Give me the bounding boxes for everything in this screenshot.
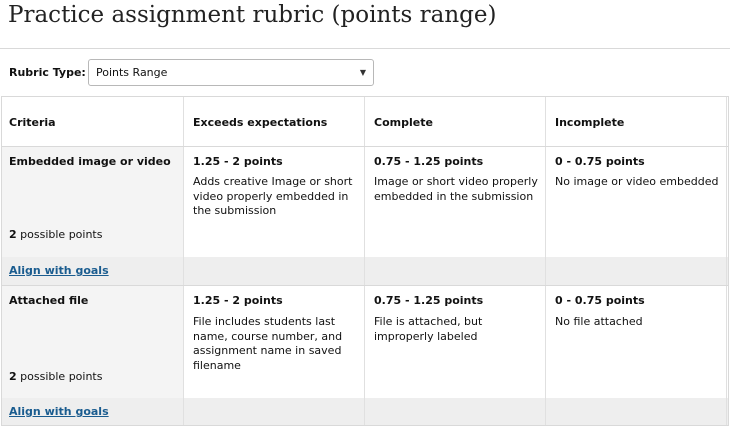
level-description: File includes students last name, course number, and assignment name in saved filename (193, 315, 343, 372)
column-header-incomplete: Incomplete (555, 116, 625, 129)
chevron-down-icon: ▼ (359, 68, 366, 77)
level-description: No file attached (555, 315, 643, 328)
level-points: 0 - 0.75 points (555, 155, 645, 168)
header-divider (2, 146, 728, 147)
possible-points-label: possible points (20, 228, 103, 241)
align-with-goals-link[interactable]: Align with goals (9, 264, 109, 277)
title-divider (0, 48, 730, 49)
level-description: File is attached, but improperly labeled (374, 315, 483, 343)
possible-points-value: 2 (9, 370, 17, 383)
row-divider (2, 285, 728, 286)
page-title: Practice assignment rubric (points range) (8, 2, 497, 28)
level-description: Adds creative Image or short video properly embedded in the submission (193, 175, 353, 217)
level-points: 0.75 - 1.25 points (374, 155, 484, 168)
level-description: No image or video embedded (555, 175, 719, 188)
align-row-background (2, 257, 728, 286)
rubric-type-select[interactable] (88, 59, 374, 86)
column-header-exceeds: Exceeds expectations (193, 116, 328, 129)
level-points: 1.25 - 2 points (193, 155, 283, 168)
rubric-type-label: Rubric Type: (9, 66, 86, 79)
column-header-complete: Complete (374, 116, 433, 129)
level-points: 0.75 - 1.25 points (374, 294, 484, 307)
rubric-type-value: Points Range (96, 66, 168, 79)
align-with-goals-link[interactable]: Align with goals (9, 405, 109, 418)
level-points: 0 - 0.75 points (555, 294, 645, 307)
align-row-background (2, 398, 728, 425)
level-points: 1.25 - 2 points (193, 294, 283, 307)
possible-points-value: 2 (9, 228, 17, 241)
criterion-name: Embedded image or video (9, 155, 171, 168)
rubric-table (1, 96, 729, 426)
possible-points (9, 370, 102, 383)
criterion-name: Attached file (9, 294, 89, 307)
column-header-criteria: Criteria (9, 116, 56, 129)
possible-points-label: possible points (20, 370, 103, 383)
possible-points (9, 228, 102, 241)
level-description: Image or short video properly embedded in the submission (374, 175, 538, 203)
